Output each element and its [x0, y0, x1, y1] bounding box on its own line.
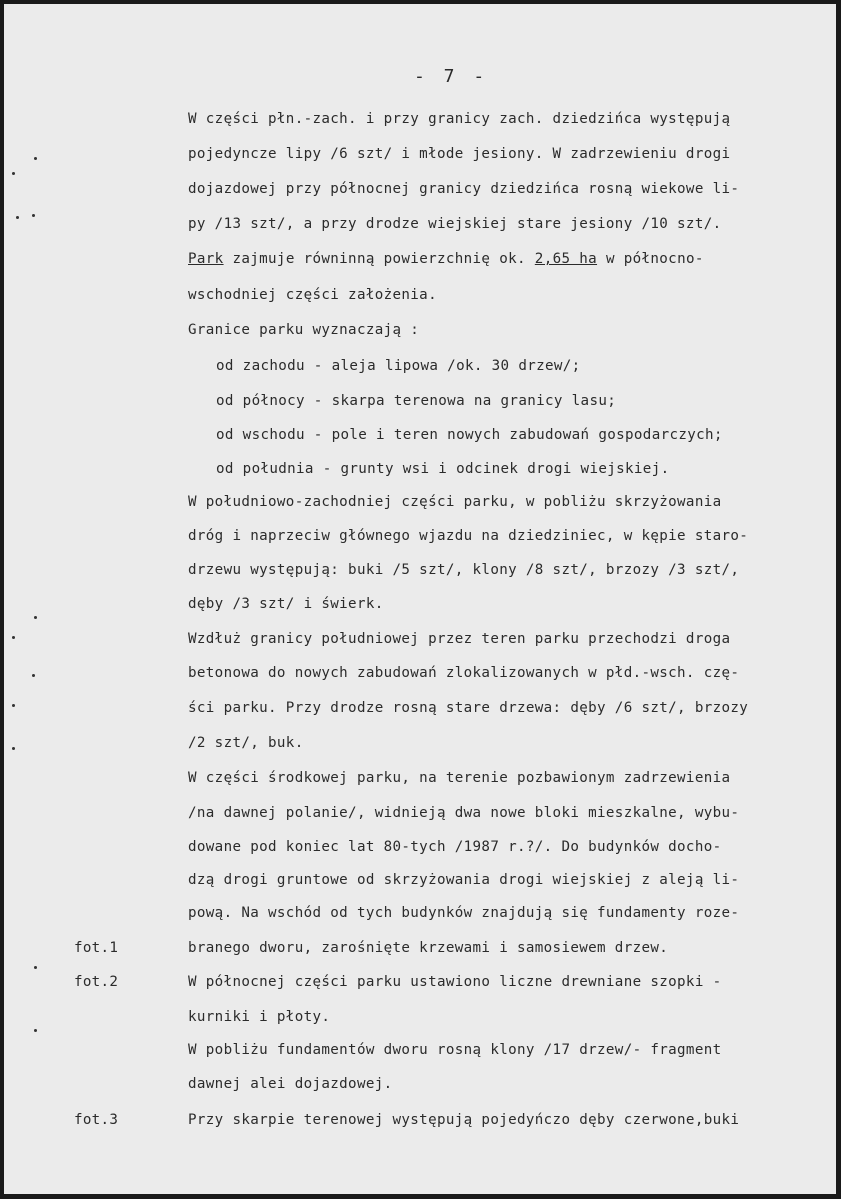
scan-speck	[12, 172, 15, 175]
text-line: Granice parku wyznaczają :	[188, 322, 420, 338]
margin-note-photo: fot.2	[74, 974, 119, 990]
text-line: dęby /3 szt/ i świerk.	[188, 596, 384, 612]
margin-note-photo: fot.3	[74, 1112, 119, 1128]
text-line: /na dawnej polanie/, widnieją dwa nowe bloki mieszkalne, wybu-	[188, 805, 740, 821]
text-line: pojedyncze lipy /6 szt/ i młode jesiony. W zadrzewieniu drogi	[188, 146, 731, 162]
document-page	[4, 4, 836, 1194]
scan-speck	[32, 214, 35, 217]
margin-note-photo: fot.1	[74, 940, 119, 956]
underlined-area: 2,65 ha	[534, 251, 598, 267]
text-line-park-area	[188, 249, 830, 269]
boundary-item: od zachodu - aleja lipowa /ok. 30 drzew/;	[216, 358, 581, 374]
text-line: Przy skarpie terenowej występują pojedyńczo dęby czerwone,buki	[188, 1112, 740, 1128]
text-line: W południowo-zachodniej części parku, w pobliżu skrzyżowania	[188, 494, 722, 510]
text-line: py /13 szt/, a przy drodze wiejskiej stare jesiony /10 szt/.	[188, 216, 722, 232]
text-line: Wzdłuż granicy południowej przez teren parku przechodzi droga	[188, 631, 731, 647]
scan-speck	[34, 1029, 37, 1032]
text-span: w północno-	[597, 251, 704, 267]
text-line: pową. Na wschód od tych budynków znajdują się fundamenty roze-	[188, 905, 740, 921]
scan-speck	[16, 216, 19, 219]
boundary-item: od północy - skarpa terenowa na granicy lasu;	[216, 393, 617, 409]
text-line: W części płn.-zach. i przy granicy zach. dziedzińca występują	[188, 111, 731, 127]
text-line: W północnej części parku ustawiono liczne drewniane szopki -	[188, 974, 722, 990]
text-line: dzą drogi gruntowe od skrzyżowania drogi wiejskiej z aleją li-	[188, 872, 740, 888]
boundary-item: od wschodu - pole i teren nowych zabudowań gospodarczych;	[216, 427, 723, 443]
text-line: drzewu występują: buki /5 szt/, klony /8 szt/, brzozy /3 szt/,	[188, 562, 740, 578]
text-line: /2 szt/, buk.	[188, 735, 304, 751]
text-line: dróg i naprzeciw głównego wjazdu na dziedziniec, w kępie staro-	[188, 528, 749, 544]
text-line: dawnej alei dojazdowej.	[188, 1076, 393, 1092]
text-line: branego dworu, zarośnięte krzewami i samosiewem drzew.	[188, 940, 669, 956]
text-line: dojazdowej przy północnej granicy dziedzińca rosną wiekowe li-	[188, 181, 740, 197]
text-line: betonowa do nowych zabudowań zlokalizowanych w płd.-wsch. czę-	[188, 665, 740, 681]
scan-speck	[12, 704, 15, 707]
text-line: dowane pod koniec lat 80-tych /1987 r.?/. Do budynków docho-	[188, 839, 722, 855]
text-line: wschodniej części założenia.	[188, 287, 437, 303]
page-number: - 7 -	[414, 66, 489, 87]
text-span: zajmuje równinną powierzchnię ok.	[223, 251, 535, 267]
text-line: kurniki i płoty.	[188, 1009, 331, 1025]
scan-speck	[32, 674, 35, 677]
scan-speck	[34, 966, 37, 969]
text-line: W pobliżu fundamentów dworu rosną klony /17 drzew/- fragment	[188, 1042, 722, 1058]
boundary-item: od południa - grunty wsi i odcinek drogi wiejskiej.	[216, 461, 670, 477]
scan-speck	[34, 616, 37, 619]
text-line: W części środkowej parku, na terenie pozbawionym zadrzewienia	[188, 770, 731, 786]
text-line: ści parku. Przy drodze rosną stare drzewa: dęby /6 szt/, brzozy	[188, 700, 749, 716]
scan-speck	[12, 747, 15, 750]
scan-speck	[34, 157, 37, 160]
scan-speck	[12, 636, 15, 639]
underlined-park: Park	[188, 251, 224, 267]
